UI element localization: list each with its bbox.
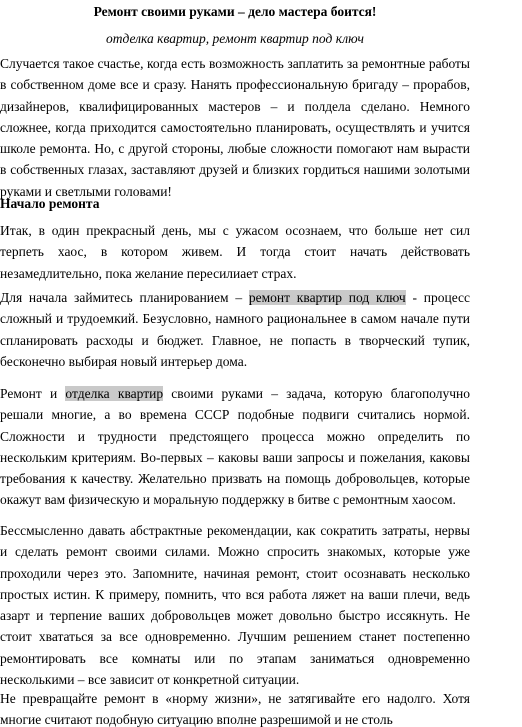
- paragraph-diy-text-before: Ремонт и: [0, 386, 66, 401]
- section-heading-start: Начало ремонта: [0, 196, 100, 211]
- link-apartment-finishing[interactable]: отделка квартир: [65, 386, 164, 401]
- paragraph-planning-text-after: - процесс сложный и трудоемкий. Безусловно, намного рациональнее в самом начале пути спланировать расходы и бюджет. Главное, не попасть в творческий тупик, бесконечно выбирая новый интерьер дома.: [0, 290, 471, 369]
- paragraph-diy-text-after: своими руками – задача, которую благополучно решали многие, а во времена СССР подобные подвиги считались нормой. Сложности и трудности предстоящего процесса можно определить по нескольким критериям. Во-первых – каковы ваши запросы и пожелания, каковы требования к качеству. Желательно призвать на помощь добровольцев, которые окажут вам физическую и моральную поддержку в битве с ремонтным хаосом.: [0, 386, 470, 508]
- paragraph-conclusion: Не превращайте ремонт в «норму жизни», не затягивайте его надолго. Хотя многие считают подобную ситуацию вполне разрешимой и не столь: [0, 691, 470, 727]
- paragraph-advice: Бессмысленно давать абстрактные рекомендации, как сократить затраты, нервы и сделать ремонт своими силами. Можно спросить знакомых, которые уже проходили через это. Запомните, начиная ремонт, стоит осознавать несколько простых истин. К примеру, помнить, что вся работа ляжет на ваши плечи, ведь азарт и терпение ваших добровольцев может довольно быстро иссякнуть. Не стоит хвататься за все одновременно. Лучшим решением станет постепенно ремонтировать все комнаты или по этапам заниматься одновременно несколькими – все зависит от конкретной ситуации.: [0, 523, 470, 688]
- paragraph-intro: Случается такое счастье, когда есть возможность заплатить за ремонтные работы в собственном доме все и сразу. Нанять профессиональную бригаду – прорабов, дизайнеров, квалифицированных мастеров – и полдела сделано. Немного сложнее, когда приходится самостоятельно планировать, осуществлять и учится школе ремонта. Но, с другой стороны, любые сложности помогают нам вырасти в собственных глазах, заставляют друзей и близких гордиться нашими золотыми руками и светлыми головами!: [0, 56, 470, 199]
- document-title: Ремонт своими руками – дело мастера боится!: [93, 4, 377, 19]
- paragraph-start: Итак, в один прекрасный день, мы с ужасом осознаем, что больше нет сил терпеть хаос, в котором живем. И тогда стоит начать действовать незамедлительно, пока желание пересилиает страх.: [0, 223, 470, 281]
- paragraph-diy: [0, 383, 470, 511]
- paragraph-planning-text-before: Для начала займитесь планированием –: [0, 290, 249, 305]
- document-subtitle: отделка квартир, ремонт квартир под ключ: [106, 31, 364, 46]
- link-turnkey-renovation[interactable]: ремонт квартир под ключ: [248, 290, 406, 305]
- paragraph-planning: [0, 287, 470, 372]
